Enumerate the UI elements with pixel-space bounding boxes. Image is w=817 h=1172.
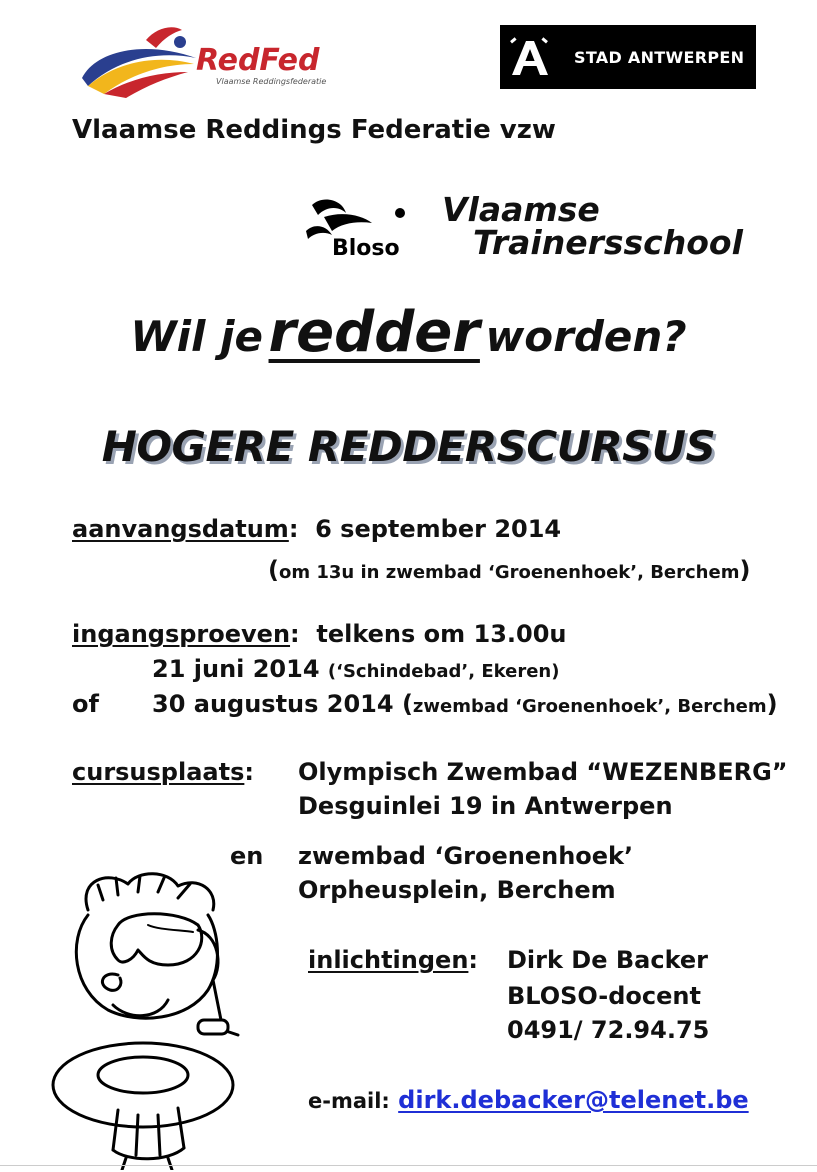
antwerpen-a-icon [508, 35, 552, 79]
start-date: 6 september 2014 [315, 515, 562, 543]
redfed-logo [76, 20, 326, 100]
redfed-name: RedFed [196, 43, 320, 78]
info-name: Dirk De Backer [507, 946, 708, 974]
stad-antwerpen-text: STAD ANTWERPEN [574, 48, 745, 67]
email-row [308, 1086, 749, 1114]
headline-pre: Wil je [130, 312, 263, 361]
entry-date1-row [152, 655, 559, 683]
entry-date1: 21 juni 2014 [152, 655, 320, 683]
entry-or: of [72, 690, 99, 718]
trainersschool-line2: Trainersschool [473, 223, 743, 262]
info-phone: 0491/ 72.94.75 [507, 1016, 710, 1044]
venue-place1-line2: Desguinlei 19 in Antwerpen [298, 792, 673, 820]
lifeguard-mascot-illustration [48, 870, 258, 1170]
info-label-row: inlichtingen: [308, 946, 479, 974]
venue-and: en [230, 842, 264, 870]
trainersschool-line1: Vlaamse [442, 190, 600, 229]
info-label: inlichtingen [308, 946, 469, 974]
venue-place2-line1: zwembad ‘Groenenhoek’ [298, 842, 634, 870]
email-link[interactable]: dirk.debacker@telenet.be [398, 1086, 749, 1114]
info-role: BLOSO-docent [507, 982, 701, 1010]
venue-place1-line1: Olympisch Zwembad “WEZENBERG” [298, 758, 788, 786]
venue-label: cursusplaats [72, 758, 245, 786]
course-title: HOGERE REDDERSCURSUS [101, 422, 716, 471]
headline-key: redder [268, 300, 480, 365]
entry-date2: 30 augustus 2014 [152, 690, 394, 718]
email-label: e-mail: [308, 1089, 390, 1113]
redfed-subtitle: Vlaamse Reddingsfederatie [216, 77, 326, 86]
start-detail-row: (om 13u in zwembad ‘Groenenhoek’, Berchem) [268, 556, 751, 584]
bloso-logo [302, 195, 427, 260]
entry-place2: zwembad ‘Groenenhoek’, Berchem [412, 696, 767, 717]
start-label: aanvangsdatum [72, 515, 289, 543]
entry-time: telkens om 13.00u [316, 620, 567, 648]
headline [0, 300, 817, 365]
entry-row: ingangsproeven: telkens om 13.00u [72, 620, 567, 648]
entry-date2-row: 30 augustus 2014 (zwembad ‘Groenenhoek’, Berchem) [152, 690, 778, 718]
org-title: Vlaamse Reddings Federatie vzw [72, 115, 556, 145]
start-detail: om 13u in zwembad ‘Groenenhoek’, Berchem [278, 562, 740, 583]
start-row: aanvangsdatum: 6 september 2014 [72, 515, 562, 543]
entry-label: ingangsproeven [72, 620, 291, 648]
entry-place1: (‘Schindebad’, Ekeren) [327, 661, 560, 682]
bottom-rule [0, 1165, 817, 1166]
venue-place2-line2: Orpheusplein, Berchem [298, 876, 616, 904]
bloso-text: Bloso [332, 236, 400, 260]
headline-post: worden? [485, 312, 687, 361]
venue-label-row: cursusplaats: [72, 758, 254, 786]
